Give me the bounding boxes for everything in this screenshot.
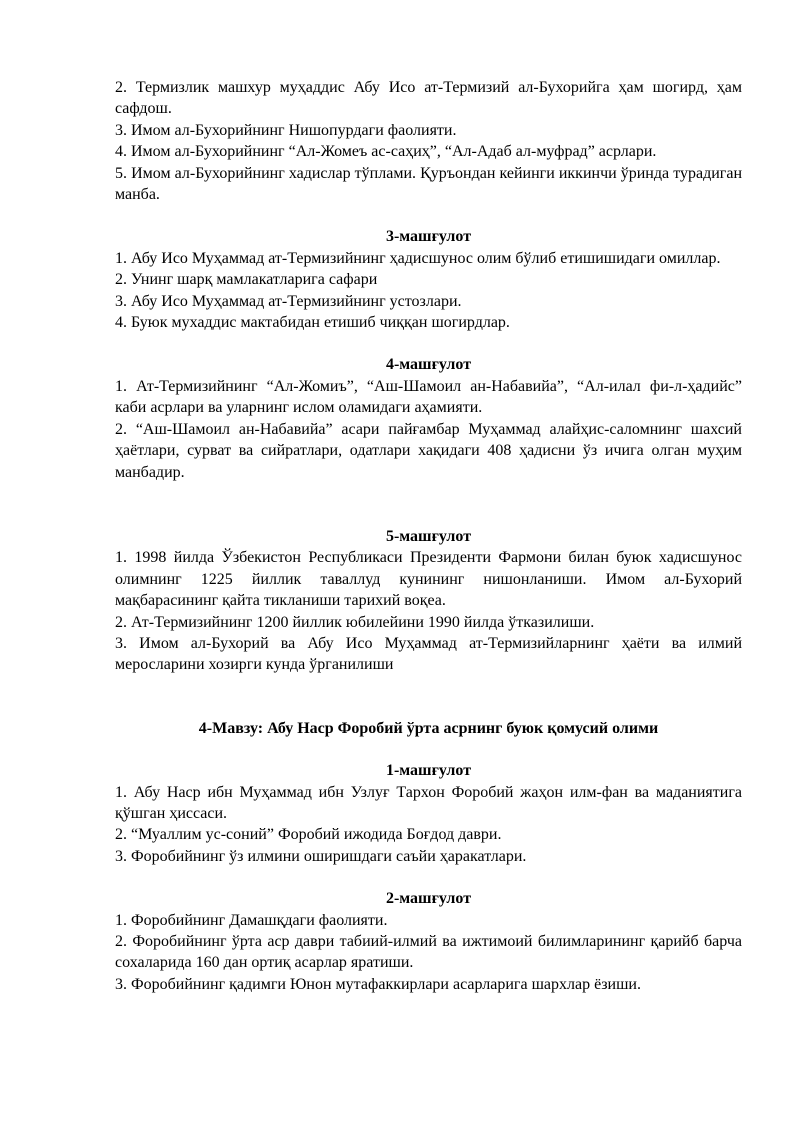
list-item: 4. Буюк мухаддис мактабидан етишиб чиққан шогирдлар. [115, 314, 510, 332]
session5-heading: 5-машғулот [385, 527, 472, 545]
list-item: 1. Форобийнинг Дамашқдаги фаолияти. [115, 911, 388, 929]
list-item: 1. Абу Наср ибн Муҳаммад ибн Узлуғ Тархон Форобий жаҳон илм-фан ва маданиятига қўшган ҳиссаси. [115, 783, 742, 822]
topic4-session2-heading: 2-машғулот [385, 890, 472, 908]
list-item: 3. Имом ал-Бухорий ва Абу Исо Муҳаммад ат-Термизийларнинг ҳаёти ва илмий меросларини хозирги кунда ўрганилиши [115, 634, 742, 674]
list-item: 1. 1998 йилда Ўзбекистон Республикаси Президенти Фармони билан буюк хадисшунос олимнинг 1225 йиллик таваллуд кунининг нишонланиши. Имом ал-Бухорий мақбарасининг қайта тикланиши тарихий воқеа. [115, 549, 742, 610]
list-item: 2. “Муаллим ус-соний” Форобий ижодида Боғдод даври. [115, 826, 502, 844]
topic4-session2-list [115, 910, 742, 996]
list-item: 2. “Аш-Шамоил ан-Набавийа” асари пайғамбар Муҳаммад алайҳис-саломнинг шахсий ҳаётлари, сурват ва сийратлари, одатлари хақидаги 408 ҳадисни ўз ичига олган муҳим манбадир. [115, 420, 742, 481]
session4-list [115, 376, 742, 483]
list-item: 2. Ат-Термизийнинг 1200 йиллик юбилейини 1990 йилда ўтказилиши. [115, 613, 595, 631]
list-item: 3. Форобийнинг ўз илмини оширишдаги саъйи ҳаракатлари. [115, 847, 527, 865]
list-item: 2. Унинг шарқ мамлакатларига сафари [115, 271, 378, 289]
topic4-session1-list [115, 782, 742, 868]
spacer [115, 867, 742, 888]
session3-heading: 3-машғулот [385, 228, 472, 246]
session5-list [115, 547, 742, 675]
spacer [115, 205, 742, 226]
topic4-title: 4-Мавзу: Абу Наср Форобий ўрта асрнинг буюк қомусий олими [198, 719, 659, 737]
spacer [115, 676, 742, 718]
list-item: 2. Форобийнинг ўрта аср даври табиий-илмий ва ижтимоий билимларининг қарийб барча сохаларида 160 дан ортиқ асарлар яратиши. [115, 933, 742, 972]
list-item: 2. Термизлик машхур муҳаддис Абу Исо ат-Термизий ал-Бухорийга ҳам шогирд, ҳам сафдош. [115, 79, 742, 118]
spacer [115, 483, 742, 526]
list-item: 1. Ат-Термизийнинг “Ал-Жомиъ”, “Аш-Шамоил ан-Набавийа”, “Ал-илал фи-л-ҳадийс” каби асрлари ва уларнинг ислом оламидаги аҳамияти. [115, 377, 742, 417]
topic4-session1-heading: 1-машғулот [385, 762, 472, 780]
list-item: 5. Имом ал-Бухорийнинг хадислар тўплами. Қуръондан кейинги иккинчи ўринда турадиган манба. [115, 164, 742, 204]
list-item: 1. Абу Исо Муҳаммад ат-Термизийнинг ҳадисшунос олим бўлиб етишишидаги омиллар. [115, 249, 721, 267]
spacer [115, 333, 742, 354]
list-item: 3. Имом ал-Бухорийнинг Нишопурдаги фаолияти. [115, 121, 457, 139]
spacer [115, 739, 742, 760]
session4-heading: 4-машғулот [385, 356, 472, 374]
list-item: 3. Форобийнинг қадимги Юнон мутафаккирлари асарларига шархлар ёзиши. [115, 975, 641, 993]
document-page [115, 77, 742, 995]
list-item: 3. Абу Исо Муҳаммад ат-Термизийнинг устозлари. [115, 292, 462, 310]
session3-list [115, 248, 742, 334]
block1-list [115, 77, 742, 205]
list-item: 4. Имом ал-Бухорийнинг “Ал-Жомеъ ас-саҳиҳ”, “Ал-Адаб ал-муфрад” асрлари. [115, 143, 657, 161]
